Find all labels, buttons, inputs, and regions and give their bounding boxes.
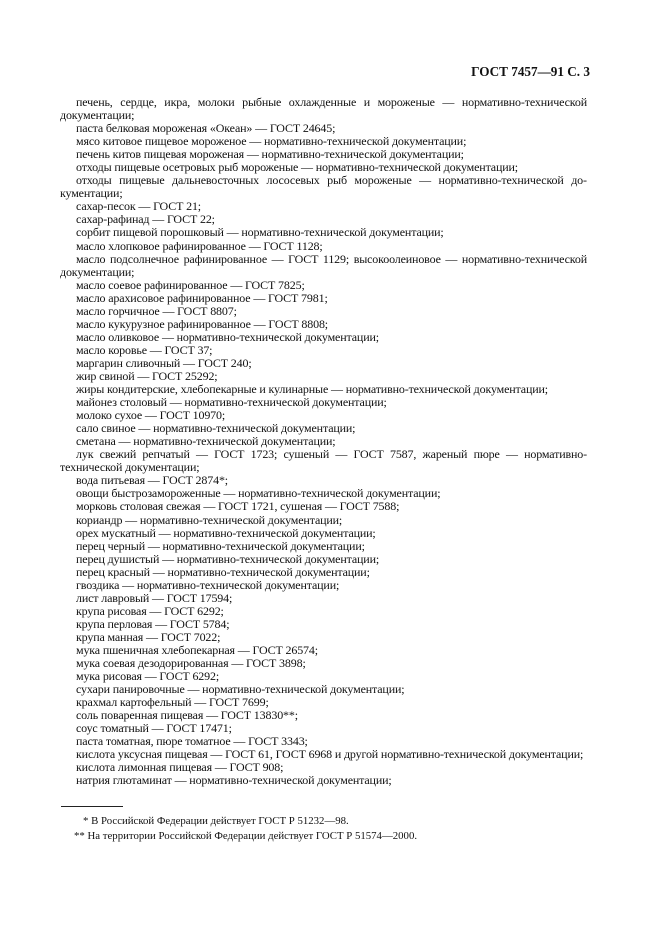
- list-item: крупа рисовая — ГОСТ 6292;: [76, 603, 224, 618]
- list-item: масло коровье — ГОСТ 37;: [76, 342, 213, 357]
- list-item: лук свежий репчатый — ГОСТ 1723; сушеный — ГОСТ 7587, жареный пюре — нормативно-технической документации;: [60, 447, 587, 475]
- list-item: мука рисовая — ГОСТ 6292;: [76, 669, 220, 684]
- list-item: крахмал картофельный — ГОСТ 7699;: [76, 695, 269, 710]
- list-item: кориандр — нормативно-технической документации;: [76, 512, 343, 527]
- list-item: паста белковая мороженая «Океан» — ГОСТ 24645;: [76, 121, 336, 136]
- list-item: печень, сердце, икра, молоки рыбные охлажденные и мороженые — нормативно-технической документации;: [60, 95, 587, 123]
- list-item: молоко сухое — ГОСТ 10970;: [76, 408, 226, 423]
- page-header: ГОСТ 7457—91 С. 3: [471, 64, 590, 79]
- footnote-divider: [61, 806, 123, 807]
- footnotes: [61, 814, 588, 844]
- list-item: мука соевая дезодорированная — ГОСТ 3898;: [76, 656, 306, 671]
- list-item: сметана — нормативно-технической документации;: [76, 434, 336, 449]
- list-item: кислота лимонная пищевая — ГОСТ 908;: [76, 760, 284, 775]
- list-item: масло арахисовое рафинированное — ГОСТ 7981;: [76, 290, 328, 305]
- list-item: масло хлопковое рафинированное — ГОСТ 1128;: [76, 238, 323, 253]
- list-item: мука пшеничная хлебопекарная — ГОСТ 26574;: [76, 642, 318, 657]
- list-item: сахар-песок — ГОСТ 21;: [76, 199, 201, 214]
- list-item: кислота уксусная пищевая — ГОСТ 61, ГОСТ 6968 и другой нормативно-технической документации;: [76, 747, 584, 762]
- list-item: сухари панировочные — нормативно-технической документации;: [76, 682, 405, 697]
- list-item: отходы пищевые осетровых рыб мороженые — нормативно-технической документации;: [76, 160, 518, 175]
- list-item: паста томатная, пюре томатное — ГОСТ 3343;: [76, 734, 308, 749]
- list-item: сахар-рафинад — ГОСТ 22;: [76, 212, 215, 227]
- list-item: овощи быстрозамороженные — нормативно-технической документации;: [76, 486, 441, 501]
- footnote-1: * В Российской Федерации действует ГОСТ Р 51232—98.: [83, 815, 349, 827]
- list-item: орех мускатный — нормативно-технической документации;: [76, 525, 376, 540]
- list-item: масло соевое рафинированное — ГОСТ 7825;: [76, 277, 305, 292]
- list-item: отходы пищевые дальневосточных лососевых рыб мороженые — нормативно-технической документации;: [60, 173, 587, 201]
- list-item: морковь столовая свежая — ГОСТ 1721, сушеная — ГОСТ 7588;: [76, 499, 400, 514]
- list-item: масло горчичное — ГОСТ 8807;: [76, 303, 237, 318]
- list-item: крупа манная — ГОСТ 7022;: [76, 629, 221, 644]
- list-item: жир свиной — ГОСТ 25292;: [76, 368, 218, 383]
- list-item: майонез столовый — нормативно-технической документации;: [76, 395, 387, 410]
- list-item: печень китов пищевая мороженая — нормативно-технической документации;: [76, 147, 464, 162]
- list-item: масло подсолнечное рафинированное — ГОСТ 1129; высокоолеиновое — нормативно-технической документации;: [60, 251, 587, 279]
- list-item: соль поваренная пищевая — ГОСТ 13830**;: [76, 708, 298, 723]
- list-item: перец черный — нормативно-технической документации;: [76, 538, 365, 553]
- list-item: гвоздика — нормативно-технической документации;: [76, 577, 340, 592]
- list-item: вода питьевая — ГОСТ 2874*;: [76, 473, 228, 488]
- list-item: крупа перловая — ГОСТ 5784;: [76, 616, 230, 631]
- list-item: перец душистый — нормативно-технической документации;: [76, 551, 380, 566]
- list-item: жиры кондитерские, хлебопекарные и кулинарные — нормативно-технической документации;: [76, 382, 548, 397]
- footnote-2: ** На территории Российской Федерации действует ГОСТ Р 51574—2000.: [74, 829, 418, 842]
- list-item: натрия глютаминат — нормативно-технической документации;: [76, 773, 392, 788]
- list-item: маргарин сливочный — ГОСТ 240;: [76, 355, 252, 370]
- ingredient-list: [60, 96, 587, 787]
- list-item: мясо китовое пищевое мороженое — нормативно-технической документации;: [76, 134, 467, 149]
- list-item: лист лавровый — ГОСТ 17594;: [76, 590, 233, 605]
- list-item: соус томатный — ГОСТ 17471;: [76, 721, 232, 736]
- list-item: масло оливковое — нормативно-технической документации;: [76, 329, 379, 344]
- list-item: сорбит пищевой порошковый — нормативно-технической документации;: [76, 225, 444, 240]
- list-item: перец красный — нормативно-технической документации;: [76, 564, 370, 579]
- list-item: сало свиное — нормативно-технической документации;: [76, 421, 356, 436]
- list-item: масло кукурузное рафинированное — ГОСТ 8808;: [76, 316, 328, 331]
